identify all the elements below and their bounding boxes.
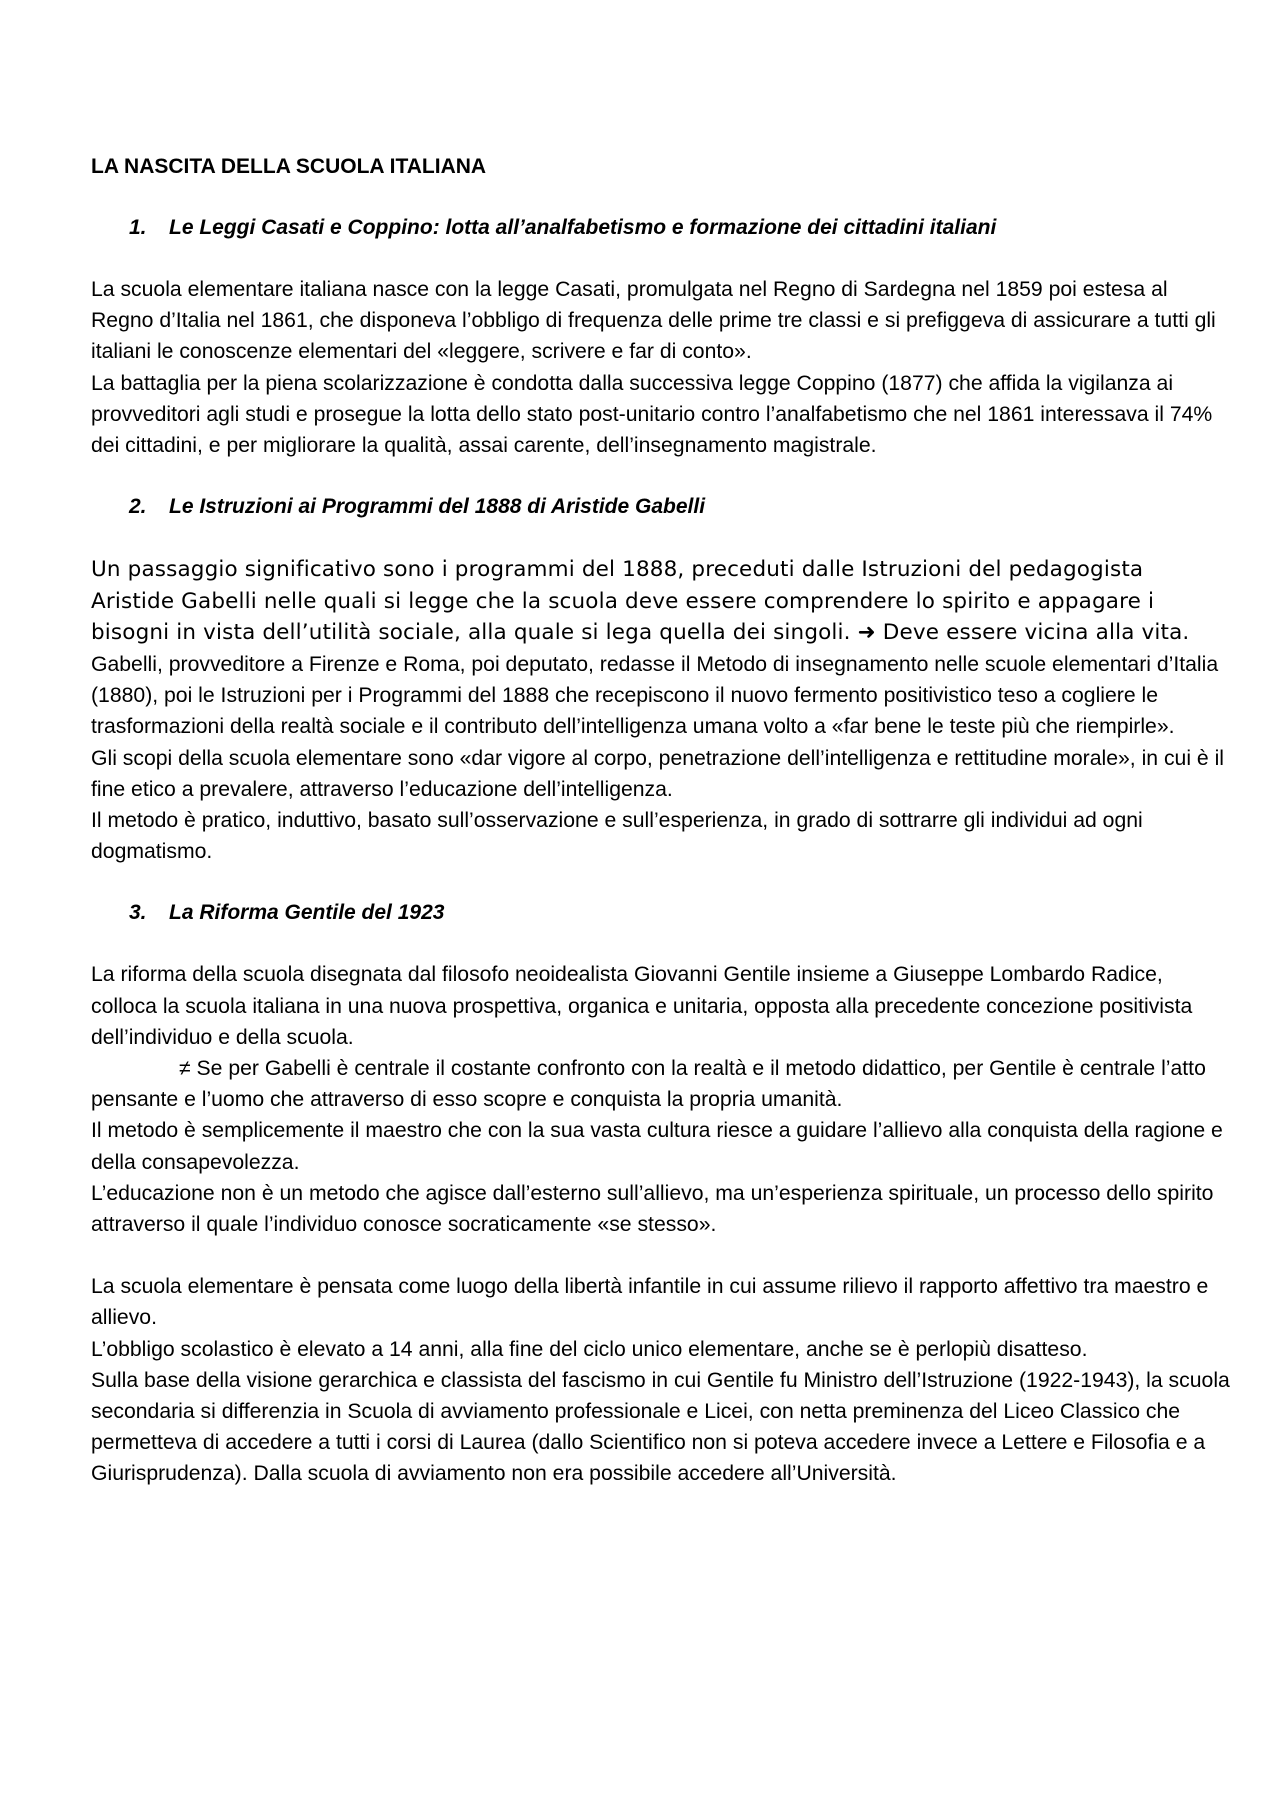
document-title: LA NASCITA DELLA SCUOLA ITALIANA — [91, 155, 487, 178]
document-page — [91, 152, 1231, 1490]
paragraph: Sulla base della visione gerarchica e classista del fascismo in cui Gentile fu Ministro dell’Istruzione (1922-1943), la scuola secondaria si differenzia in Scuola di avviamento professionale e Licei, con netta preminenza del Liceo Classico che permetteva di accedere a tutti i corsi di Laurea (dallo Scientifico non si poteva accedere invece a Lettere e Filosofia e a Giurisprudenza). Dalla scuola di avviamento non era possibile accedere all’Università. — [91, 1368, 1230, 1486]
spacer — [91, 182, 1231, 213]
spacer — [91, 1240, 1231, 1271]
section-title-1: Le Leggi Casati e Coppino: lotta all’analfabetismo e formazione dei cittadini italiani — [169, 216, 997, 239]
paragraph: Gabelli, provveditore a Firenze e Roma, poi deputato, redasse il Metodo di insegnamento nelle scuole elementari d’Italia (1880), poi le Istruzioni per i Programmi del 1888 che recepiscono il nuovo fermento positivistico teso a cogliere le trasformazioni della realtà sociale e il contributo dell’intelligenza umana volto a «far bene le teste più che riempirle». — [91, 653, 1219, 739]
paragraph: Il metodo è semplicemente il maestro che con la sua vasta cultura riesce a guidare l’allievo alla conquista della ragione e della consapevolezza. — [91, 1119, 1223, 1174]
paragraph: L’educazione non è un metodo che agisce dall’esterno sull’allievo, ma un’esperienza spirituale, un processo dello spirito attraverso il quale l’individuo conosce socraticamente «se stesso». — [91, 1181, 1214, 1237]
spacer — [91, 522, 1231, 554]
spacer — [91, 928, 1231, 959]
paragraph: Gli scopi della scuola elementare sono «dar vigore al corpo, penetrazione dell’intelligenza e rettitudine morale», in cui è il fine etico a prevalere, attraverso l’educazione dell’intelligenza. — [91, 746, 1225, 801]
section-heading-2 — [91, 492, 1231, 522]
section-title-2: Le Istruzioni ai Programmi del 1888 di Aristide Gabelli — [169, 495, 706, 519]
spacer — [91, 243, 1231, 274]
paragraph: La riforma della scuola disegnata dal filosofo neoidealista Giovanni Gentile insieme a Giuseppe Lombardo Radice, colloca la scuola italiana in una nuova prospettiva, organica e unitaria, opposta alla precedente concezione positivista dell’individuo e della scuola. — [91, 963, 1193, 1049]
section-heading-3 — [91, 898, 1231, 928]
section-number-3: 3. — [129, 901, 147, 925]
spacer — [91, 461, 1231, 492]
spacer — [91, 867, 1231, 898]
paragraph: L’obbligo scolastico è elevato a 14 anni, alla fine del ciclo unico elementare, anche se è perlopiù disatteso. — [91, 1337, 1088, 1361]
section-number-2: 2. — [129, 495, 147, 519]
paragraph: Il metodo è pratico, induttivo, basato sull’osservazione e sull’esperienza, in grado di sottrarre gli individui ad ogni dogmatismo. — [91, 809, 1143, 864]
paragraph: La battaglia per la piena scolarizzazione è condotta dalla successiva legge Coppino (1877) che affida la vigilanza ai provveditori agli studi e prosegue la lotta dello stato post-unitario contro l’analfabetismo che nel 1861 interessava il 74% dei cittadini, e per migliorare la qualità, assai carente, dell’insegnamento magistrale. — [91, 371, 1213, 458]
paragraph: La scuola elementare è pensata come luogo della libertà infantile in cui assume rilievo il rapporto affettivo tra maestro e allievo. — [91, 1275, 1209, 1330]
paragraph: La scuola elementare italiana nasce con la legge Casati, promulgata nel Regno di Sardegna nel 1859 poi estesa al Regno d’Italia nel 1861, che disponeva l’obbligo di frequenza delle prime tre classi e si prefiggeva di assicurare a tutti gli italiani le conoscenze elementari del «leggere, scrivere e far di conto». — [91, 278, 1216, 364]
section-number-1: 1. — [129, 216, 147, 239]
paragraph: ≠ Se per Gabelli è centrale il costante confronto con la realtà e il metodo didattico, per Gentile è centrale l’atto pensante e l’uomo che attraverso di esso scopre e conquista la propria umanità. — [91, 1057, 1206, 1112]
section-heading-1 — [91, 213, 1231, 243]
section-title-3: La Riforma Gentile del 1923 — [169, 901, 445, 925]
paragraph: Un passaggio significativo sono i programmi del 1888, preceduti dalle Istruzioni del pedagogista Aristide Gabelli nelle quali si legge che la scuola deve essere comprendere lo spirito e appagare i bisogni in vista dell’utilità sociale, alla quale si lega quella dei singoli. ➜ Deve essere vicina alla vita. — [91, 557, 1190, 646]
